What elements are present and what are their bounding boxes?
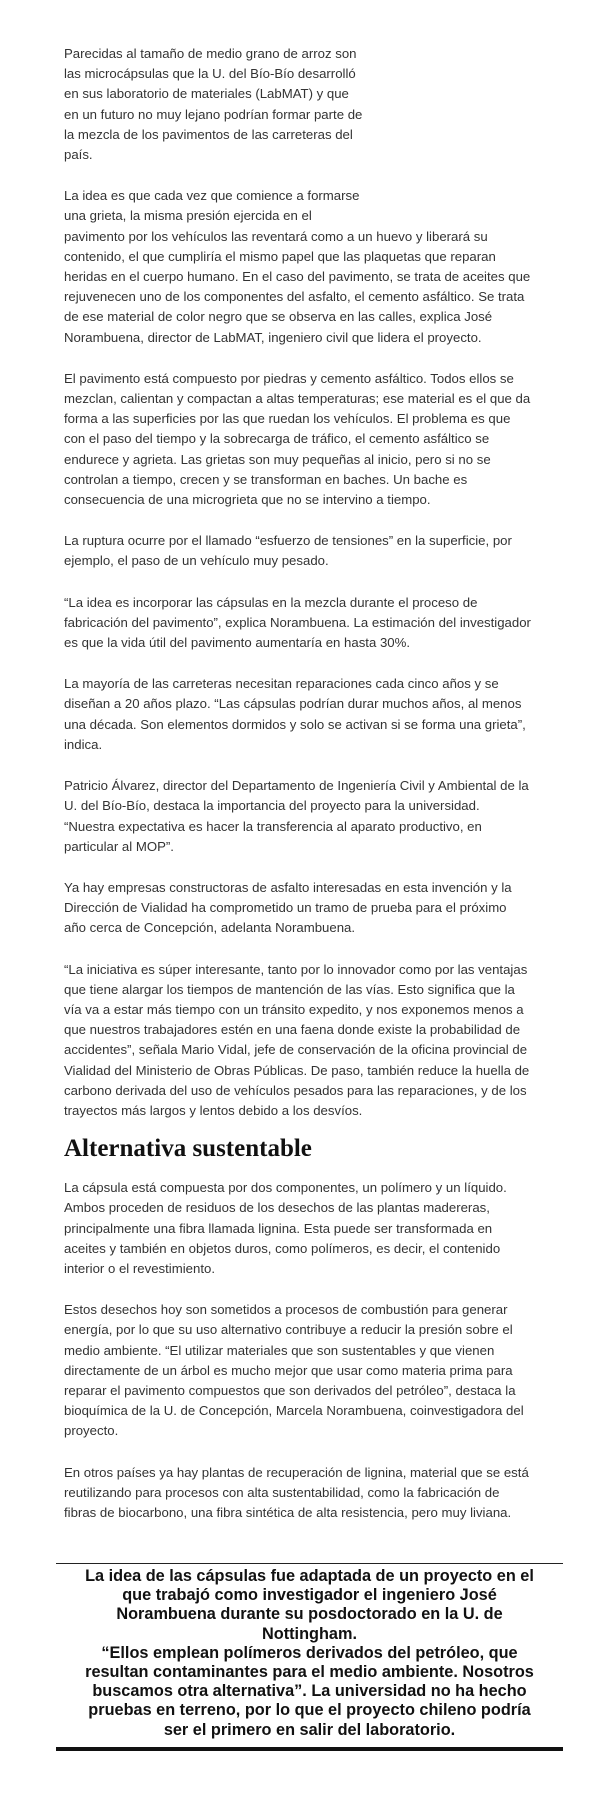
callout-line: Nottingham. xyxy=(262,1624,357,1643)
paragraph-vidal xyxy=(64,960,572,1122)
paragraph-empresas xyxy=(64,878,572,939)
text-line: El pavimento está compuesto por piedras y cemento asfáltico. Todos ellos se xyxy=(64,370,514,386)
text-line: fabricación del pavimento”, explica Norambuena. La estimación del investigador xyxy=(64,614,531,630)
text-line: medio ambiente. “El utilizar materiales que son sustentables y que vienen xyxy=(64,1342,495,1358)
text-line: con el paso del tiempo y la sobrecarga de tráfico, el cemento asfáltico se xyxy=(64,431,490,447)
text-line: en un futuro no muy lejano podrían formar parte de xyxy=(64,106,363,122)
text-line: reutilizando para procesos con alta sustentabilidad, como la fabricación de xyxy=(64,1484,500,1500)
article-body xyxy=(64,44,572,1544)
text-line: Estos desechos hoy son sometidos a procesos de combustión para generar xyxy=(64,1302,508,1318)
text-line: en sus laboratorio de materiales (LabMAT) y que xyxy=(64,86,349,102)
callout-line: Norambuena durante su posdoctorado en la U. de xyxy=(116,1605,503,1624)
text-line: “La iniciativa es súper interesante, tanto por lo innovador como por las ventajas xyxy=(64,961,528,977)
text-line: Ya hay empresas constructoras de asfalto interesadas en esta invención y la xyxy=(64,879,512,895)
text-line: En otros países ya hay plantas de recuperación de lignina, material que se está xyxy=(64,1464,529,1480)
paragraph-intro xyxy=(64,44,572,165)
text-line: contenido, el que cumpliría el mismo papel que las plaquetas que reparan xyxy=(64,248,496,264)
text-line: Dirección de Vialidad ha comprometido un tramo de prueba para el próximo xyxy=(64,900,507,916)
text-line: que tiene alargar los tiempos de mantención de las vías. Esto significa que la xyxy=(64,981,515,997)
text-line: indica. xyxy=(64,736,103,752)
text-line: proyecto. xyxy=(64,1423,119,1439)
paragraph-carreteras xyxy=(64,674,572,755)
text-line: año cerca de Concepción, adelanta Norambuena. xyxy=(64,920,356,936)
text-line: La mayoría de las carreteras necesitan reparaciones cada cinco años y se xyxy=(64,676,499,692)
callout-line: resultan contaminantes para el medio ambiente. Nosotros xyxy=(85,1663,534,1682)
text-line: carbono derivada del uso de vehículos pesados para las reparaciones, y de los xyxy=(64,1082,527,1098)
callout-line: La idea de las cápsulas fue adaptada de un proyecto en el xyxy=(85,1567,534,1585)
text-line: trayectos más largos y lentos debido a los desvíos. xyxy=(64,1102,363,1118)
text-line: mezclan, calientan y compactan a altas temperaturas; ese material es el que da xyxy=(64,391,531,407)
paragraph-lignina xyxy=(64,1463,572,1524)
text-line: La idea es que cada vez que comience a formarse xyxy=(64,188,360,204)
text-line: U. del Bío-Bío, destaca la importancia del proyecto para la universidad. xyxy=(64,798,480,814)
callout-line: buscamos otra alternativa”. La universidad no ha hecho xyxy=(92,1682,527,1701)
paragraph-desechos xyxy=(64,1300,572,1441)
text-line: las microcápsulas que la U. del Bío-Bío desarrolló xyxy=(64,66,356,82)
text-line: Vialidad del Ministerio de Obras Públicas. De paso, también reduce la huella de xyxy=(64,1062,530,1078)
text-line: reparar el pavimento compuestos que son derivados del petróleo”, destaca la xyxy=(64,1382,516,1398)
callout-line: que trabajó como investigador el ingeniero José xyxy=(122,1586,497,1605)
text-line: una década. Son elementos dormidos y solo se activan si se forma una grieta”, xyxy=(64,716,526,732)
text-line: consecuencia de una microgrieta que no se intervino a tiempo. xyxy=(64,492,431,508)
text-line: interior o el revestimiento. xyxy=(64,1260,215,1276)
section-heading: Alternativa sustentable xyxy=(64,1135,312,1163)
text-line: aceites y también en objetos duros, como polímeros, es decir, el contenido xyxy=(64,1240,501,1256)
text-line: que nuestros trabajadores estén en una faena donde existe la probabilidad de xyxy=(64,1022,521,1038)
text-line: accidentes”, señala Mario Vidal, jefe de conservación de la oficina provincial de xyxy=(64,1042,528,1058)
text-line: ejemplo, el paso de un vehículo muy pesado. xyxy=(64,553,329,569)
text-line: vía va a estar más tiempo con un tránsito expedito, y nos exponemos menos a xyxy=(64,1001,524,1017)
text-line: “La idea es incorporar las cápsulas en la mezcla durante el proceso de xyxy=(64,594,478,610)
text-line: Norambuena, director de LabMAT, ingeniero civil que lidera el proyecto. xyxy=(64,329,482,345)
callout-line: pruebas en terreno, por lo que el proyecto chileno podría xyxy=(88,1701,531,1720)
text-line: país. xyxy=(64,147,93,163)
text-line: directamente de un árbol es mucho mejor que usar como materia prima para xyxy=(64,1362,513,1378)
text-line: diseñan a 20 años plazo. “Las cápsulas podrían durar muchos años, al menos xyxy=(64,696,522,712)
text-line: principalmente una fibra llamada lignina. Esta puede ser transformada en xyxy=(64,1220,493,1236)
text-line: es que la vida útil del pavimento aumentaría en hasta 30%. xyxy=(64,635,411,651)
text-line: pavimento por los vehículos las reventará como a un huevo y liberará su xyxy=(64,228,488,244)
callout-box xyxy=(56,1563,563,1751)
text-line: de ese material de color negro que se observa en las calles, explica José xyxy=(64,309,493,325)
paragraph-ruptura xyxy=(64,531,572,571)
text-line: heridas en el cuerpo humano. En el caso del pavimento, se trata de aceites que xyxy=(64,269,531,285)
text-line: Parecidas al tamaño de medio grano de arroz son xyxy=(64,46,357,61)
text-line: particular al MOP”. xyxy=(64,838,174,854)
paragraph-quote-capsulas xyxy=(64,593,572,654)
text-line: controlan a tiempo, crecen y se transforman en baches. Un bache es xyxy=(64,471,468,487)
paragraph-alvarez xyxy=(64,776,572,857)
text-line: fibras de biocarbono, una fibra sintética de alta resistencia, pero muy liviana. xyxy=(64,1504,512,1520)
paragraph-pavimento xyxy=(64,369,572,510)
text-line: rejuvenecen uno de los componentes del asfalto, el cemento asfáltico. Se trata xyxy=(64,289,525,305)
text-line: forma a las superficies por las que ruedan los vehículos. El problema es que xyxy=(64,411,511,427)
text-line: una grieta, la misma presión ejercida en el xyxy=(64,208,312,224)
callout-line: ser el primero en salir del laboratorio. xyxy=(163,1720,456,1739)
text-line: La cápsula está compuesta por dos componentes, un polímero y un líquido. xyxy=(64,1180,507,1196)
text-line: energía, por lo que su uso alternativo contribuye a reducir la presión sobre el xyxy=(64,1322,513,1338)
text-line: Patricio Álvarez, director del Departamento de Ingeniería Civil y Ambiental de la xyxy=(64,778,529,794)
text-line: bioquímica de la U. de Concepción, Marcela Norambuena, coinvestigadora del xyxy=(64,1403,524,1419)
callout-line: “Ellos emplean polímeros derivados del petróleo, que xyxy=(101,1643,518,1662)
paragraph-idea xyxy=(64,186,572,348)
text-line: la mezcla de los pavimentos de las carreteras del xyxy=(64,126,353,142)
paragraph-capsula xyxy=(64,1178,572,1279)
text-line: La ruptura ocurre por el llamado “esfuerzo de tensiones” en la superficie, por xyxy=(64,533,512,549)
text-line: Ambos proceden de residuos de los desechos de las plantas madereras, xyxy=(64,1200,490,1216)
text-line: endurece y agrieta. Las grietas son muy pequeñas al inicio, pero si no se xyxy=(64,451,491,467)
text-line: “Nuestra expectativa es hacer la transferencia al aparato productivo, en xyxy=(64,818,482,834)
